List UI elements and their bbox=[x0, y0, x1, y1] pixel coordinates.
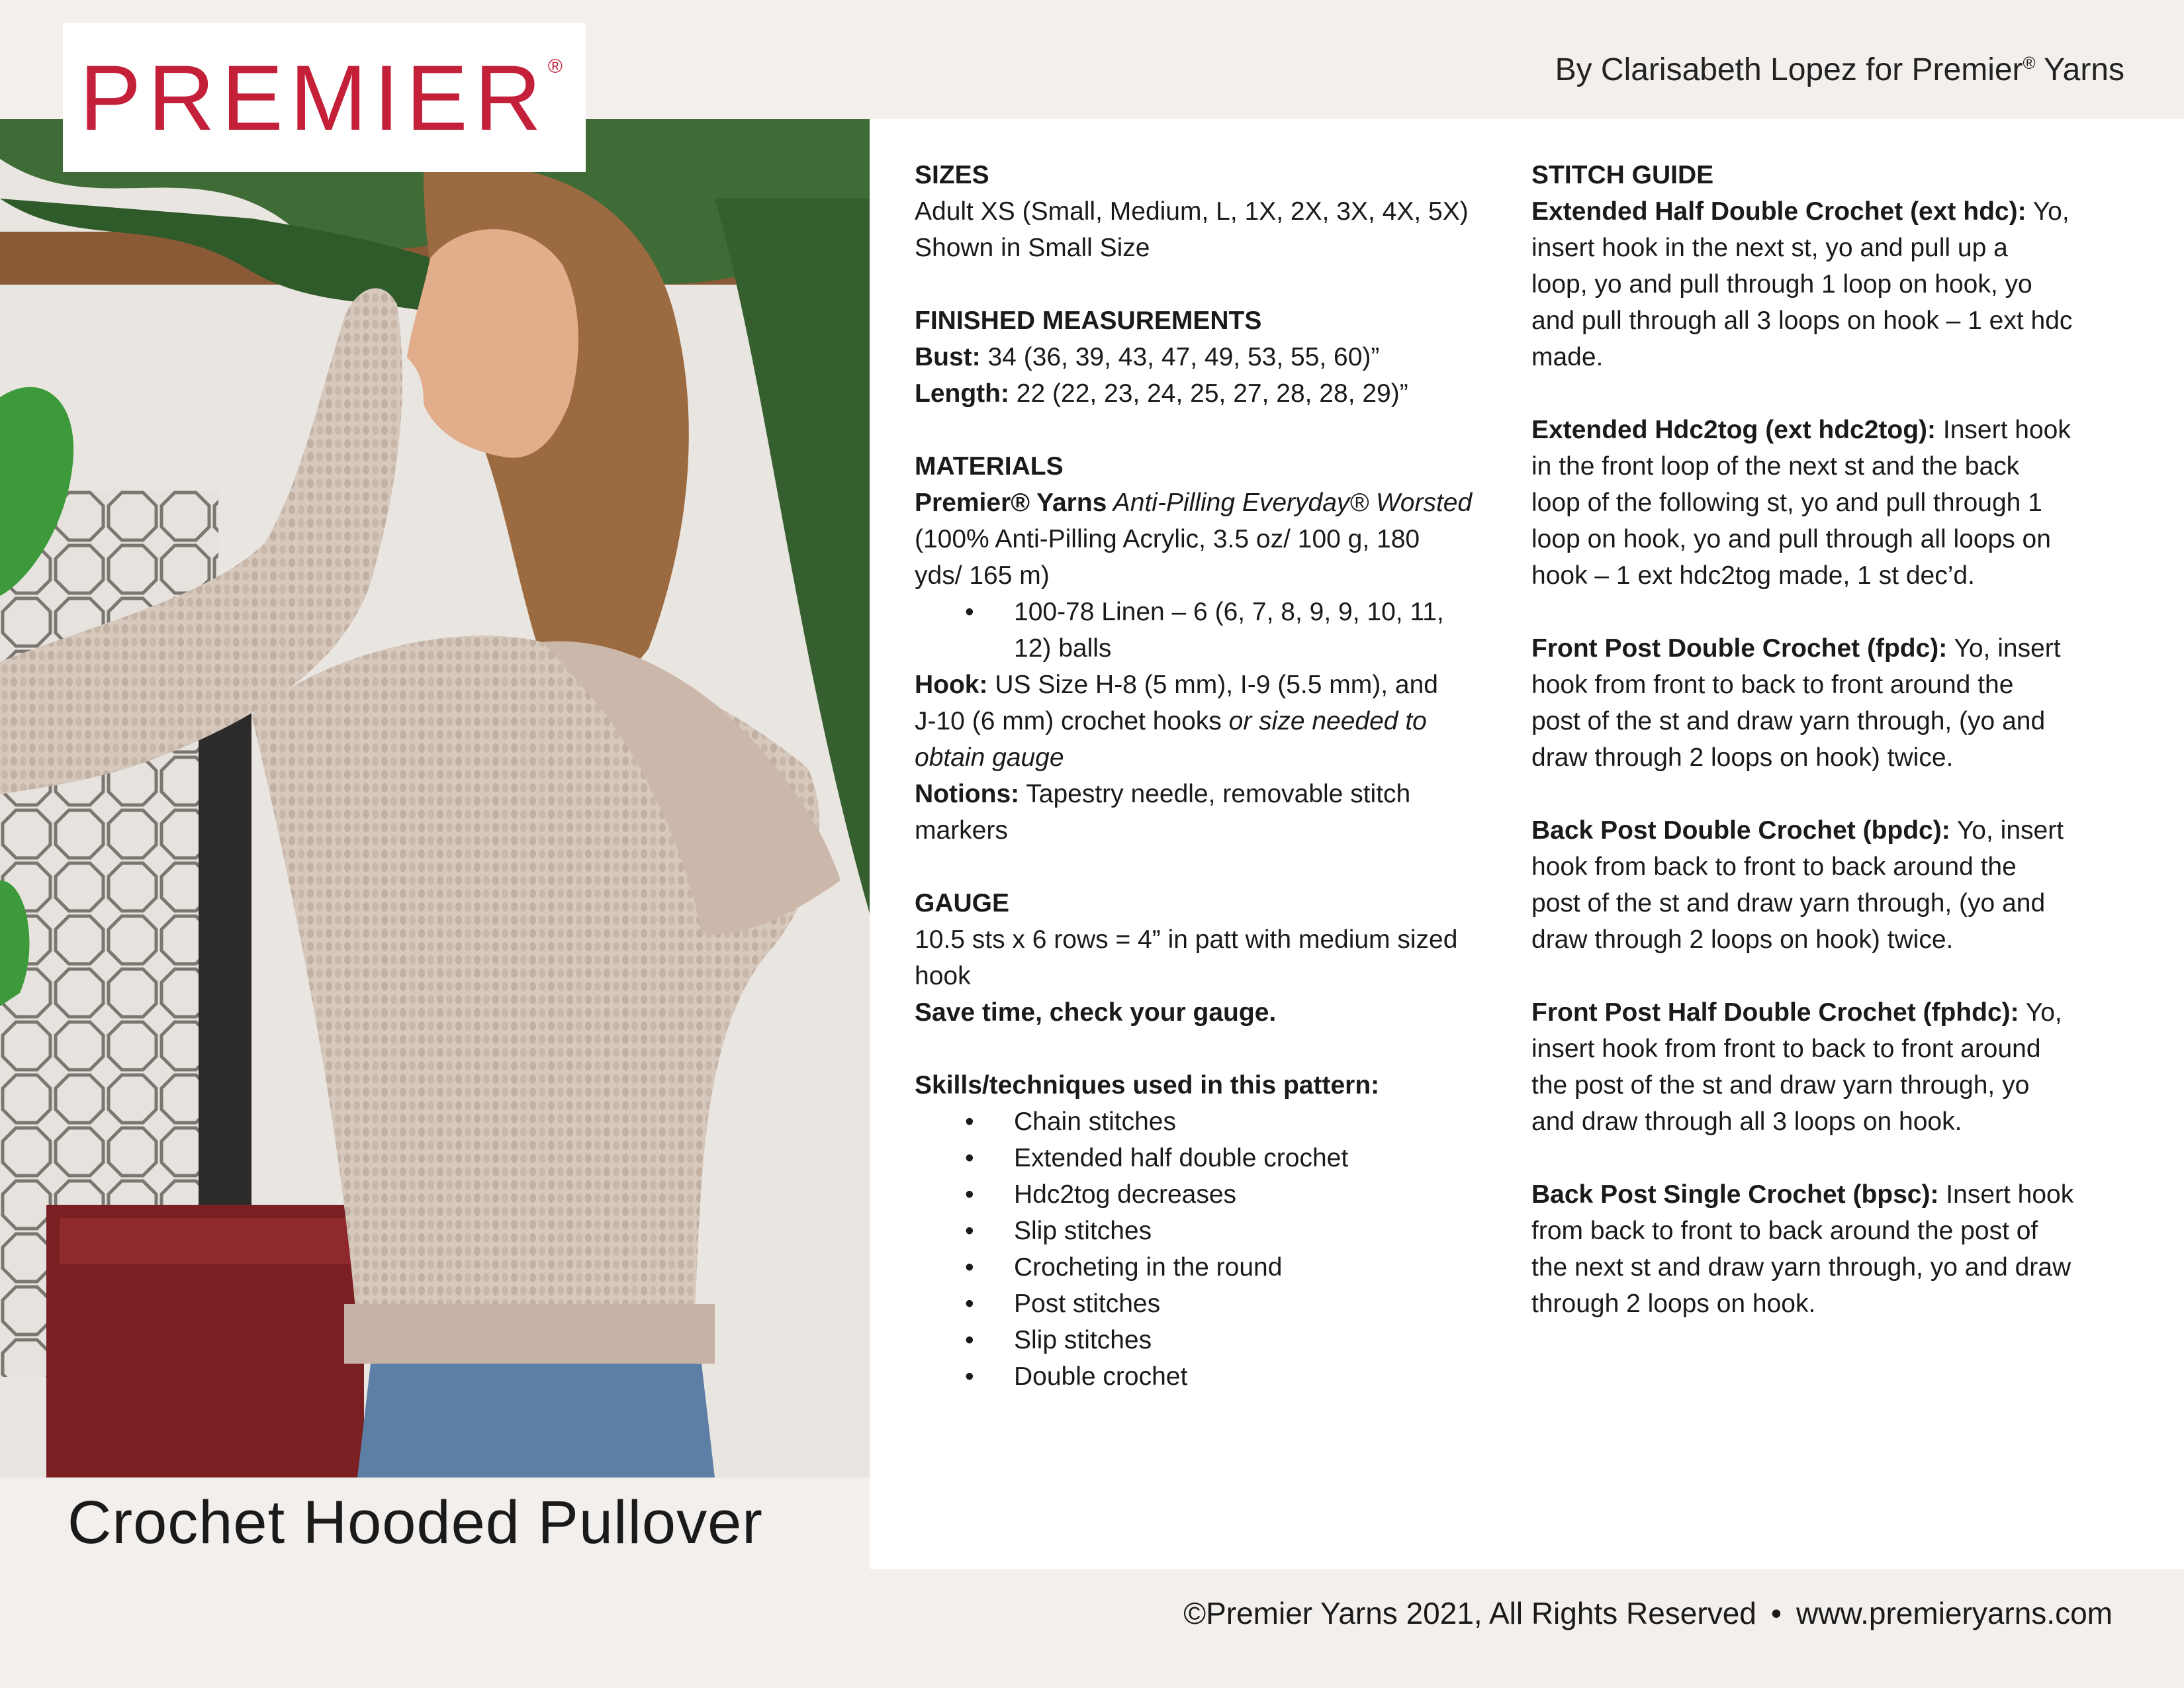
fpdc-line: Front Post Double Crochet (fpdc): Yo, insert bbox=[1531, 634, 2061, 663]
website-link[interactable]: www.premieryarns.com bbox=[1796, 1596, 2113, 1630]
sizes-shown: Shown in Small Size bbox=[915, 234, 1150, 262]
pattern-title: Crochet Hooded Pullover bbox=[68, 1489, 763, 1556]
ehdc-text: loop, yo and pull through 1 loop on hook, yo bbox=[1531, 270, 2032, 299]
skills-list bbox=[915, 1103, 1504, 1395]
bpsc-line: Back Post Single Crochet (bpsc): Insert hook bbox=[1531, 1180, 2074, 1209]
color-item: • 100-78 Linen – 6 (6, 7, 8, 9, 9, 10, 11, bbox=[915, 594, 1504, 630]
bpsc-text: through 2 loops on hook. bbox=[1531, 1289, 1816, 1318]
premier-logo[interactable] bbox=[63, 23, 586, 172]
hero-photo bbox=[0, 119, 870, 1477]
yarn-line: Premier® Yarns Anti-Pilling Everyday® Worsted bbox=[915, 489, 1473, 517]
sizes-heading: SIZES bbox=[915, 161, 989, 189]
e2t-text: loop on hook, yo and pull through all loops on bbox=[1531, 525, 2051, 553]
bpdc-text: draw through 2 loops on hook) twice. bbox=[1531, 925, 1954, 954]
stitch-guide-heading: STITCH GUIDE bbox=[1531, 161, 1714, 189]
gauge-note: Save time, check your gauge. bbox=[915, 998, 1277, 1027]
right-column bbox=[1531, 157, 2127, 1322]
materials-heading: MATERIALS bbox=[915, 452, 1064, 481]
e2t-line: Extended Hdc2tog (ext hdc2tog): Insert hook bbox=[1531, 416, 2071, 444]
list-item: • Slip stitches bbox=[915, 1322, 1504, 1358]
gauge-line-2: hook bbox=[915, 962, 971, 990]
yarn-desc-2: yds/ 165 m) bbox=[915, 561, 1050, 590]
notions-line: Notions: Tapestry needle, removable stitch bbox=[915, 780, 1411, 808]
fpdc-text: hook from front to back to front around the bbox=[1531, 671, 2014, 699]
length-line: Length: 22 (22, 23, 24, 25, 27, 28, 28, 29)” bbox=[915, 379, 1408, 408]
list-item: • Double crochet bbox=[915, 1358, 1504, 1395]
color-list bbox=[915, 594, 1504, 667]
list-item: • Chain stitches bbox=[915, 1103, 1504, 1140]
bpdc-line: Back Post Double Crochet (bpdc): Yo, insert bbox=[1531, 816, 2064, 845]
sizes-line: Adult XS (Small, Medium, L, 1X, 2X, 3X, 4X, 5X) bbox=[915, 197, 1469, 226]
ehdc-text: and pull through all 3 loops on hook – 1 ext hdc bbox=[1531, 306, 2073, 335]
list-item: • Post stitches bbox=[915, 1286, 1504, 1322]
ehdc-line: Extended Half Double Crochet (ext hdc): Yo, bbox=[1531, 197, 2070, 226]
footer bbox=[1183, 1595, 2113, 1631]
copyright-text: ©Premier Yarns 2021, All Rights Reserved bbox=[1183, 1596, 1756, 1630]
notions-line-2: markers bbox=[915, 816, 1008, 845]
bpsc-text: the next st and draw yarn through, yo and draw bbox=[1531, 1253, 2071, 1282]
e2t-text: in the front loop of the next st and the back bbox=[1531, 452, 2020, 481]
list-item: • Crocheting in the round bbox=[915, 1249, 1504, 1286]
hook-line-2: J-10 (6 mm) crochet hooks or size needed to bbox=[915, 707, 1427, 735]
fpdc-text: draw through 2 loops on hook) twice. bbox=[1531, 743, 1954, 772]
fpdc-text: post of the st and draw yarn through, (yo and bbox=[1531, 707, 2046, 735]
fphdc-text: insert hook from front to back to front around bbox=[1531, 1035, 2041, 1063]
gauge-line: 10.5 sts x 6 rows = 4” in patt with medium sized bbox=[915, 925, 1458, 954]
byline: By Clarisabeth Lopez for Premier® Yarns bbox=[1555, 52, 2124, 87]
ehdc-text: made. bbox=[1531, 343, 1604, 371]
fphdc-text: the post of the st and draw yarn through, yo bbox=[1531, 1071, 2030, 1100]
color-item-cont: 12) balls bbox=[1014, 634, 1112, 663]
gauge-heading: GAUGE bbox=[915, 889, 1010, 917]
bpdc-text: hook from back to front to back around the bbox=[1531, 853, 2017, 881]
list-item: • Hdc2tog decreases bbox=[915, 1176, 1504, 1213]
fphdc-text: and draw through all 3 loops on hook. bbox=[1531, 1107, 1962, 1136]
bpsc-text: from back to front to back around the post of bbox=[1531, 1217, 2038, 1245]
list-item: • Extended half double crochet bbox=[915, 1140, 1504, 1176]
logo-wordmark: PREMIER® bbox=[79, 45, 569, 150]
bpdc-text: post of the st and draw yarn through, (yo and bbox=[1531, 889, 2046, 917]
hook-line-3: obtain gauge bbox=[915, 743, 1064, 772]
ehdc-text: insert hook in the next st, yo and pull up a bbox=[1531, 234, 2008, 262]
bust-line: Bust: 34 (36, 39, 43, 47, 49, 53, 55, 60)” bbox=[915, 343, 1380, 371]
skills-heading: Skills/techniques used in this pattern: bbox=[915, 1071, 1380, 1100]
yarn-desc: (100% Anti-Pilling Acrylic, 3.5 oz/ 100 g, 180 bbox=[915, 525, 1420, 553]
measurements-heading: FINISHED MEASUREMENTS bbox=[915, 306, 1262, 335]
e2t-text: loop of the following st, yo and pull through 1 bbox=[1531, 489, 2042, 517]
left-column bbox=[915, 157, 1504, 1395]
footer-bullet: • bbox=[1770, 1596, 1782, 1630]
hook-line: Hook: US Size H-8 (5 mm), I-9 (5.5 mm), and bbox=[915, 671, 1438, 699]
e2t-text: hook – 1 ext hdc2tog made, 1 st dec’d. bbox=[1531, 561, 1975, 590]
list-item: • Slip stitches bbox=[915, 1213, 1504, 1249]
fphdc-line: Front Post Half Double Crochet (fphdc): Yo, bbox=[1531, 998, 2062, 1027]
